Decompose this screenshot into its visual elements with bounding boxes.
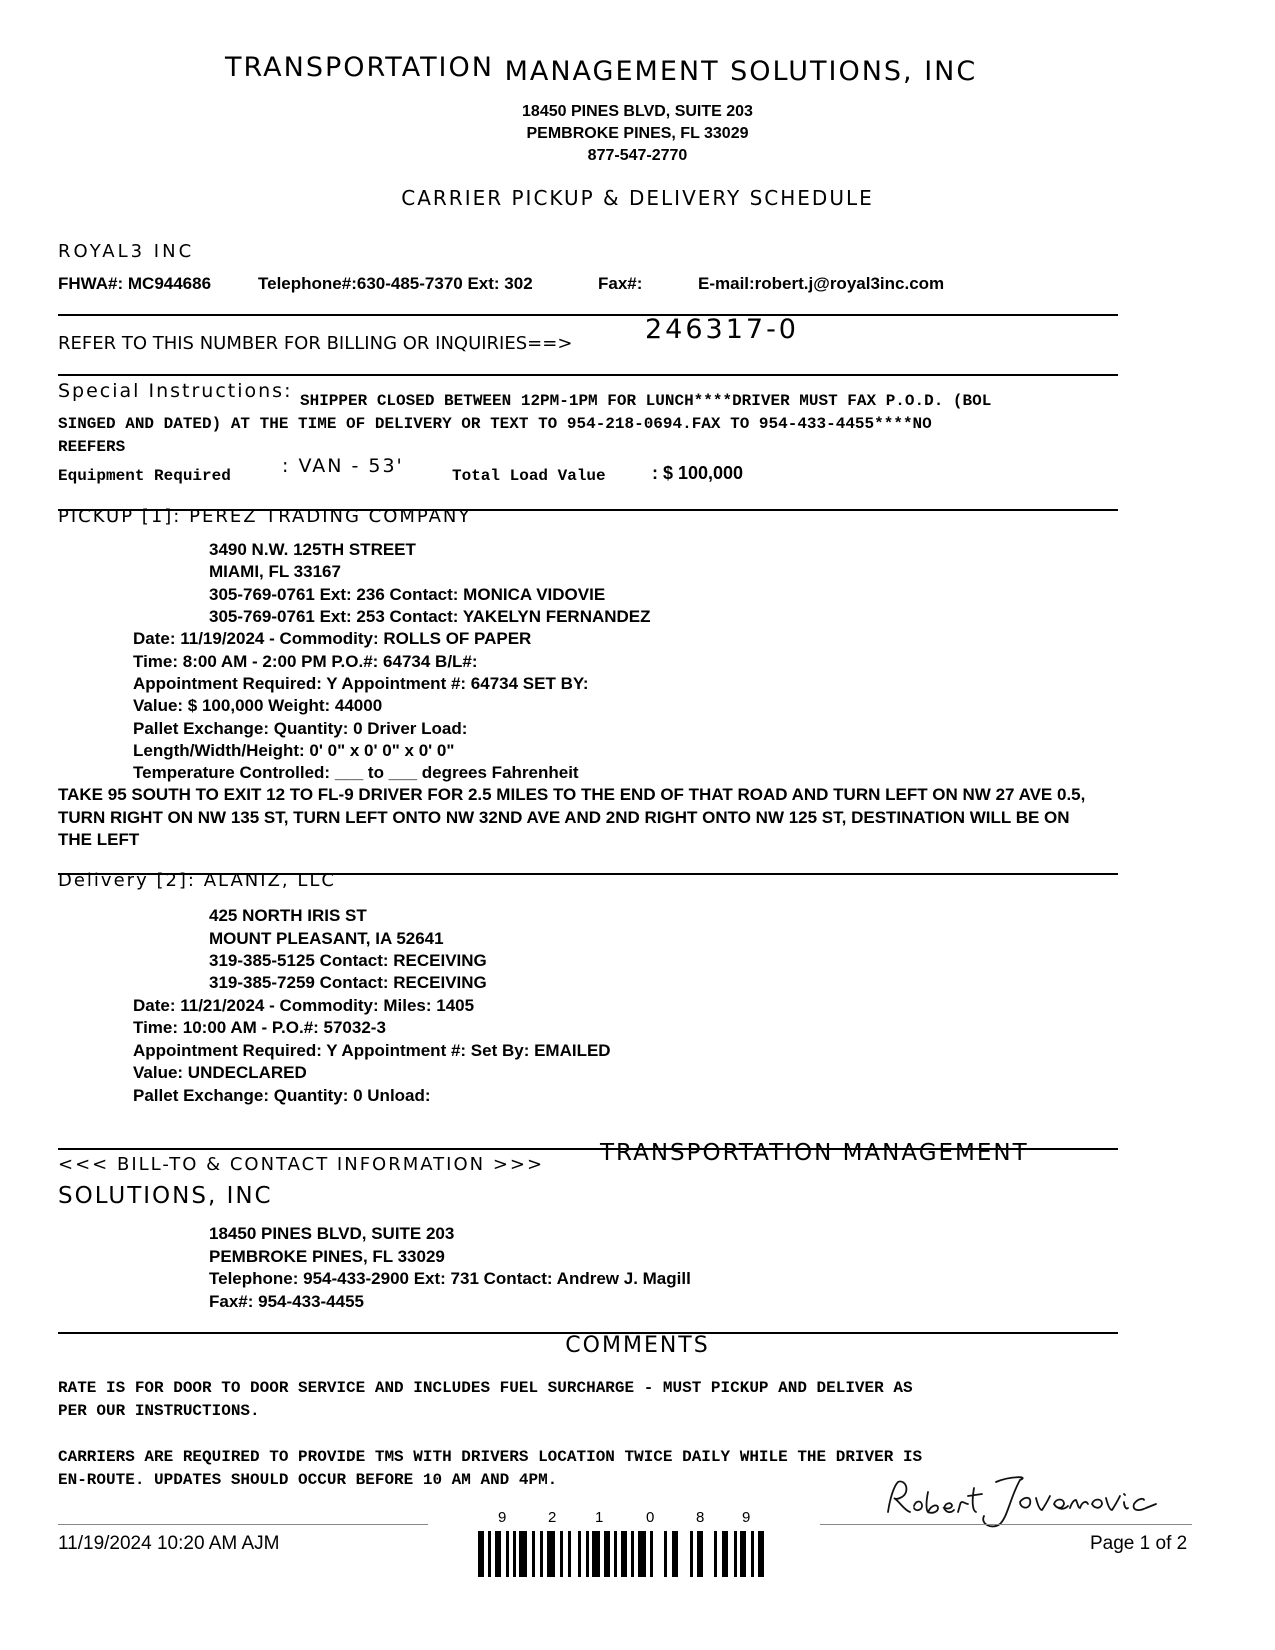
barcode-bars <box>478 1531 778 1577</box>
delivery-address-line: MOUNT PLEASANT, IA 52641 <box>209 929 444 948</box>
delivery-value: Value: UNDECLARED <box>133 1063 307 1082</box>
delivery-pallet-exchange: Pallet Exchange: Quantity: 0 Unload: <box>133 1086 431 1105</box>
special-instructions-line3: REEFERS <box>58 438 126 456</box>
equipment-required-label: Equipment Required <box>58 467 231 485</box>
barcode-digit: 2 <box>548 1509 557 1526</box>
carrier-fax: Fax#: <box>598 274 643 293</box>
carrier-email: E-mail:robert.j@royal3inc.com <box>698 274 945 293</box>
page-number: Page 1 of 2 <box>1090 1533 1188 1554</box>
billto-company-name-line2: SOLUTIONS, INC <box>58 1183 273 1209</box>
barcode-digit: 0 <box>646 1509 655 1526</box>
footer-timestamp: 11/19/2024 10:20 AM AJM <box>58 1533 280 1554</box>
billing-number: 246317-0 <box>645 314 799 345</box>
barcode-digit: 8 <box>696 1509 705 1526</box>
delivery-address-line: 425 NORTH IRIS ST <box>209 906 367 925</box>
special-instructions-label: Special Instructions: <box>58 380 293 402</box>
pickup-directions-line: TURN RIGHT ON NW 135 ST, TURN LEFT ONTO NW 32ND AVE AND 2ND RIGHT ONTO NW 125 ST, DESTINATION WILL BE ON <box>58 808 1070 827</box>
document-title: CARRIER PICKUP & DELIVERY SCHEDULE <box>401 186 874 210</box>
equipment-required-value: : VAN - 53' <box>282 455 404 477</box>
billto-fax: Fax#: 954-433-4455 <box>209 1292 365 1311</box>
carrier-fhwa: FHWA#: MC944686 <box>58 274 212 293</box>
pickup-appointment: Appointment Required: Y Appointment #: 64734 SET BY: <box>133 674 589 693</box>
company-name-part2: MANAGEMENT SOLUTIONS, INC <box>504 56 978 87</box>
pickup-temperature: Temperature Controlled: ___ to ___ degrees Fahrenheit <box>133 763 579 782</box>
footer-rule-right <box>820 1524 1192 1525</box>
pickup-contact-line: 305-769-0761 Ext: 253 Contact: YAKELYN FERNANDEZ <box>209 607 651 626</box>
company-address-line1: 18450 PINES BLVD, SUITE 203 <box>522 103 753 120</box>
pickup-address-line: 3490 N.W. 125TH STREET <box>209 540 416 559</box>
delivery-contact-line: 319-385-7259 Contact: RECEIVING <box>209 973 487 992</box>
pickup-time-po: Time: 8:00 AM - 2:00 PM P.O.#: 64734 B/L#: <box>133 652 478 671</box>
pickup-dimensions: Length/Width/Height: 0' 0" x 0' 0" x 0' 0" <box>133 741 455 760</box>
delivery-time-po: Time: 10:00 AM - P.O.#: 57032-3 <box>133 1018 386 1037</box>
pickup-directions-line: TAKE 95 SOUTH TO EXIT 12 TO FL-9 DRIVER FOR 2.5 MILES TO THE END OF THAT ROAD AND TURN LEFT ON NW 27 AVE 0.5, <box>58 785 1086 804</box>
comments-line: CARRIERS ARE REQUIRED TO PROVIDE TMS WITH DRIVERS LOCATION TWICE DAILY WHILE THE DRIVER IS <box>58 1448 923 1466</box>
signature <box>880 1468 1170 1530</box>
billto-company-name-line1: TRANSPORTATION MANAGEMENT <box>600 1140 1029 1166</box>
comments-title: COMMENTS <box>565 1333 710 1358</box>
total-load-value-label: Total Load Value <box>452 467 606 485</box>
billing-refer-label: REFER TO THIS NUMBER FOR BILLING OR INQUIRIES==> <box>58 333 573 354</box>
barcode-digit: 9 <box>498 1509 507 1526</box>
comments-line: EN-ROUTE. UPDATES SHOULD OCCUR BEFORE 10 AM AND 4PM. <box>58 1471 558 1489</box>
delivery-header: Delivery [2]: ALANIZ, LLC <box>58 870 336 891</box>
comments-line: PER OUR INSTRUCTIONS. <box>58 1402 260 1420</box>
pickup-header: PICKUP [1]: PEREZ TRADING COMPANY <box>58 506 472 527</box>
carrier-telephone: Telephone#:630-485-7370 Ext: 302 <box>258 274 533 293</box>
company-name-part1: TRANSPORTATION <box>225 52 494 83</box>
footer-rule-left <box>58 1524 428 1525</box>
divider <box>58 314 1118 316</box>
delivery-date-commodity: Date: 11/21/2024 - Commodity: Miles: 1405 <box>133 996 475 1015</box>
billto-address-line: PEMBROKE PINES, FL 33029 <box>209 1247 445 1266</box>
barcode-digit: 9 <box>742 1509 751 1526</box>
pickup-contact-line: 305-769-0761 Ext: 236 Contact: MONICA VIDOVIE <box>209 585 606 604</box>
pickup-pallet-exchange: Pallet Exchange: Quantity: 0 Driver Load: <box>133 719 468 738</box>
company-address-line2: PEMBROKE PINES, FL 33029 <box>526 125 749 142</box>
carrier-name: ROYAL3 INC <box>58 241 195 262</box>
pickup-value-weight: Value: $ 100,000 Weight: 44000 <box>133 696 383 715</box>
signature-image <box>880 1468 1170 1530</box>
total-load-value: : $ 100,000 <box>652 463 744 483</box>
pickup-address-line: MIAMI, FL 33167 <box>209 562 341 581</box>
pickup-date-commodity: Date: 11/19/2024 - Commodity: ROLLS OF PAPER <box>133 629 532 648</box>
divider <box>58 374 1118 376</box>
special-instructions-line1: SHIPPER CLOSED BETWEEN 12PM-1PM FOR LUNCH****DRIVER MUST FAX P.O.D. (BOL <box>300 392 992 410</box>
special-instructions-line2: SINGED AND DATED) AT THE TIME OF DELIVERY OR TEXT TO 954-218-0694.FAX TO 954-433-4455****NO <box>58 415 932 433</box>
delivery-appointment: Appointment Required: Y Appointment #: Set By: EMAILED <box>133 1041 611 1060</box>
comments-line: RATE IS FOR DOOR TO DOOR SERVICE AND INCLUDES FUEL SURCHARGE - MUST PICKUP AND DELIVER AS <box>58 1379 913 1397</box>
barcode-digit: 1 <box>595 1509 604 1526</box>
company-phone: 877-547-2770 <box>587 147 688 164</box>
delivery-contact-line: 319-385-5125 Contact: RECEIVING <box>209 951 487 970</box>
billto-address-line: 18450 PINES BLVD, SUITE 203 <box>209 1224 455 1243</box>
billto-telephone-contact: Telephone: 954-433-2900 Ext: 731 Contact: Andrew J. Magill <box>209 1269 691 1288</box>
barcode <box>478 1509 778 1579</box>
billto-label: <<< BILL-TO & CONTACT INFORMATION >>> <box>58 1154 545 1175</box>
pickup-directions-line: THE LEFT <box>58 830 140 849</box>
